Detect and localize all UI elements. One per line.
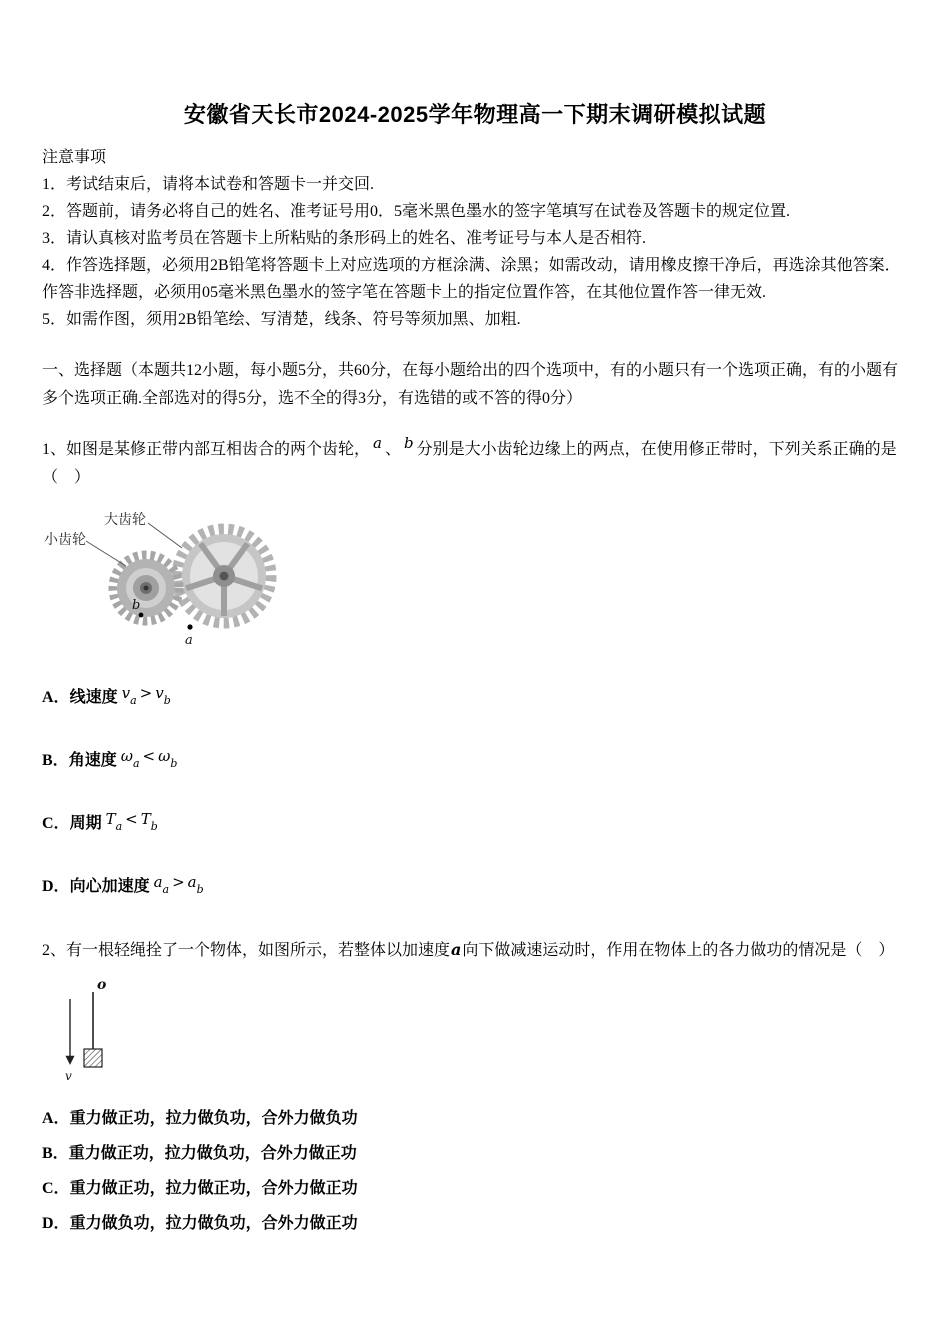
formula-lhs: v	[121, 684, 131, 702]
q1-option-d	[42, 873, 908, 905]
point-b-dot	[139, 613, 144, 618]
point-a-label: a	[185, 633, 193, 648]
option-text: 角速度	[68, 752, 117, 769]
option-formula	[120, 747, 178, 770]
option-text: 周期	[69, 815, 102, 832]
notice-item-1: 1．考试结束后，请将本试卷和答题卡一并交回.	[42, 176, 375, 193]
option-text: 线速度	[69, 689, 118, 706]
formula-lhs: T	[105, 810, 116, 828]
option-formula	[153, 873, 204, 896]
notice-header: 注意事项	[42, 149, 107, 166]
formula-lhs: ω	[120, 747, 133, 765]
option-label: D．	[42, 1215, 70, 1232]
notice-item-4: 4．作答选择题，必须用2B铅笔将答题卡上对应选项的方框涂满、涂黑；如需改动，请用橡皮擦干净后，再选涂其他答案．作答非选择题，必须用05毫米黑色墨水的签字笔在答题卡上的指定位置作答，在其他位置作答一律无效.	[42, 257, 901, 301]
q1-option-a	[42, 684, 908, 716]
big-gear-leader-line	[148, 523, 182, 548]
notice-item-5: 5．如需作图，须用2B铅笔绘、写清楚，线条、符号等须加黑、加粗.	[42, 311, 521, 328]
mass-on-rope-figure	[60, 977, 140, 1089]
q1-option-c	[42, 810, 908, 842]
formula-rhs-sub: b	[150, 820, 158, 833]
formula-operator: >	[172, 873, 185, 891]
q2-option-c	[42, 1175, 908, 1202]
big-gear-label: 大齿轮	[104, 513, 146, 528]
formula-rhs-sub: b	[196, 883, 204, 896]
q2-option-b	[42, 1140, 908, 1167]
option-formula	[121, 684, 171, 707]
section1-header: 一、选择题（本题共12小题，每小题5分，共60分，在每小题给出的四个选项中，有的小题只有一个选项正确，有的小题有多个选项正确.全部选对的得5分，选不全的得3分，有选错的或不答的得0分）	[42, 362, 899, 407]
formula-lhs-sub: a	[130, 694, 137, 707]
q2-option-a	[42, 1105, 908, 1132]
point-a-dot	[187, 624, 192, 629]
option-label: C．	[42, 1180, 70, 1197]
formula-rhs: ω	[158, 747, 171, 765]
q1-options	[42, 684, 908, 905]
small-gear-icon	[113, 555, 179, 621]
option-label: A．	[42, 689, 70, 706]
big-gear-icon	[177, 529, 271, 623]
formula-lhs-sub: a	[115, 820, 123, 833]
option-text: 重力做正功，拉力做负功，合外力做正功	[68, 1145, 357, 1162]
option-text: 重力做正功，拉力做负功，合外力做负功	[69, 1110, 358, 1127]
formula-operator: <	[125, 810, 138, 828]
question-2-stem	[42, 936, 908, 965]
formula-rhs-sub: b	[170, 757, 178, 770]
q1-stem-separator: 、	[384, 441, 401, 458]
fixed-point-label: o	[97, 977, 107, 993]
mass-block	[84, 1049, 102, 1067]
option-label: B．	[42, 1145, 69, 1162]
option-label: B．	[42, 752, 69, 769]
formula-lhs: a	[153, 873, 163, 891]
point-b-label: b	[132, 598, 141, 613]
option-label: A．	[42, 1110, 70, 1127]
formula-lhs-sub: a	[132, 757, 140, 770]
question-1-stem	[42, 435, 908, 492]
q2-stem-text-after: 向下做减速运动时，作用在物体上的各力做功的情况是（ ）	[462, 942, 895, 959]
q1-var-b: b	[403, 434, 414, 452]
q1-stem-text-before: 1、如图是某修正带内部互相齿合的两个齿轮，	[42, 441, 371, 458]
q2-var-a: a	[451, 940, 462, 959]
q1-stem-text-after: 分别是大小齿轮边缘上的两点，在使用修正带时，下列关系正确的是（ ）	[42, 441, 897, 486]
small-gear-leader-line	[86, 541, 126, 566]
q2-option-d	[42, 1210, 908, 1237]
small-gear-label: 小齿轮	[44, 533, 86, 548]
formula-rhs: T	[140, 810, 151, 828]
gear-figure	[42, 508, 298, 658]
formula-lhs-sub: a	[162, 883, 170, 896]
question-1	[42, 435, 908, 905]
q1-option-b	[42, 747, 908, 779]
formula-rhs: a	[187, 873, 197, 891]
notice-item-3: 3．请认真核对监考员在答题卡上所粘贴的条形码上的姓名、准考证号与本人是否相符.	[42, 230, 647, 247]
question-2	[42, 936, 908, 1237]
option-text: 重力做负功，拉力做负功，合外力做正功	[69, 1215, 358, 1232]
notice-item-2: 2．答题前，请务必将自己的姓名、准考证号用0．5毫米黑色墨水的签字笔填写在试卷及答题卡的规定位置.	[42, 203, 791, 220]
q2-options	[42, 1105, 908, 1237]
option-formula	[105, 810, 158, 833]
q1-var-a: a	[373, 434, 382, 452]
velocity-label: v	[65, 1069, 72, 1083]
formula-rhs-sub: b	[163, 694, 171, 707]
option-label: C．	[42, 815, 70, 832]
option-text: 向心加速度	[69, 878, 150, 895]
formula-rhs: v	[155, 684, 164, 702]
page-title: 安徽省天长市2024-2025学年物理高一下期末调研模拟试题	[183, 102, 767, 127]
formula-operator: >	[139, 684, 153, 702]
option-text: 重力做正功，拉力做正功，合外力做正功	[69, 1180, 358, 1197]
option-label: D．	[42, 878, 70, 895]
notice-section	[42, 145, 908, 333]
q2-stem-text-before: 2、有一根轻绳拴了一个物体，如图所示，若整体以加速度	[42, 942, 451, 959]
formula-operator: <	[142, 747, 156, 765]
